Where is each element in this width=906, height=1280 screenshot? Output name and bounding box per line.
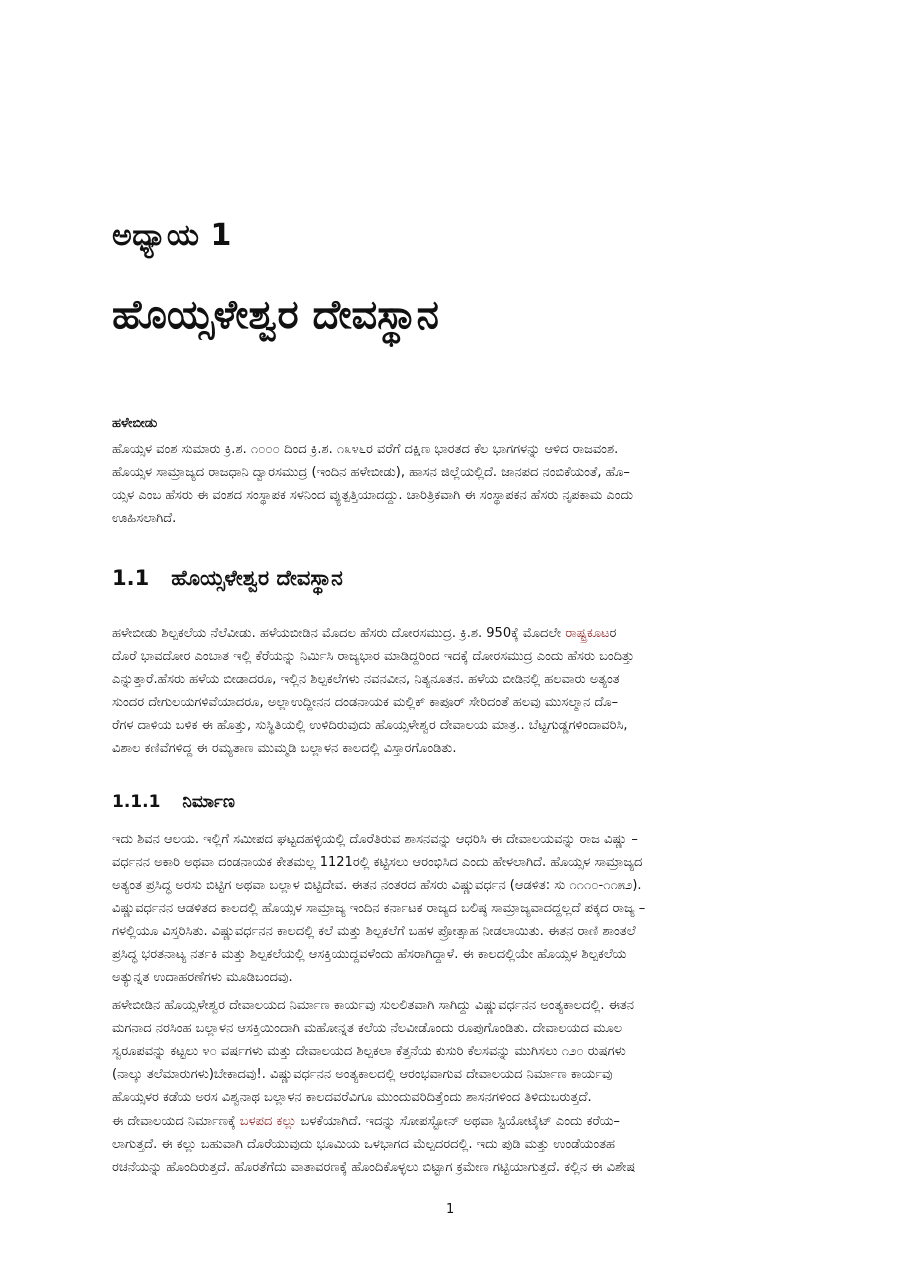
text-run: ರೆಗಳ ದಾಳಿಯ ಬಳಿಕ ಈ ಹೊತ್ತು, ಸುಸ್ಥಿತಿಯಲ್ಲಿ ಉಳಿದಿರುವುದು ಹೊಯ್ಸಳೇಶ್ವರ ದೇವಾಲಯ ಮಾತ್ರ.. ಬೆಟ್ಟಗುಡ್ಡಗಳಿಂದಾವರಿಸಿ, bbox=[112, 718, 628, 733]
section-title: ಹೊಯ್ಸಳೇಶ್ವರ ದೇವಸ್ಥಾನ bbox=[171, 566, 343, 590]
text-line: ಹೊಯ್ಸಳ ಸಾಮ್ರಾಜ್ಯದ ರಾಜಧಾನಿ ದ್ವಾರಸಮುದ್ರ (ಇಂದಿನ ಹಳೇಬೀಡು), ಹಾಸನ ಜಿಲ್ಲೆಯಲ್ಲಿದೆ. ಜಾನಪದ ನಂಬಿಕೆಯಂತೆ, ಹೊ– bbox=[112, 465, 630, 480]
text-run: ಸುಂದರ ದೇಗುಲಯಗಳಿವೆಯಾದರೂ, ಅಲ್ಲಾಉದ್ದೀನನ ದಂಡನಾಯಕ ಮಲ್ಲಿಕ್ ಕಾಪೂರ್ ಸೇರಿದಂತೆ ಹಲವು ಮುಸಲ್ಮಾನ ದೊ– bbox=[112, 695, 619, 710]
text-line: ಗಳಲ್ಲಿಯೂ ವಿಸ್ತರಿಸಿತು. ವಿಷ್ಣುವರ್ಧನನ ಕಾಲದಲ್ಲಿ ಕಲೆ ಮತ್ತು ಶಿಲ್ಪಕಲೆಗೆ ಬಹಳ ಪ್ರೋತ್ಸಾಹ ನೀಡಲಾಯಿತು. ಈತನ ರಾಣಿ ಶಾಂತಲೆ bbox=[112, 924, 636, 939]
highlighted-term: ಬಳಪದ ಕಲ್ಲು bbox=[239, 1114, 297, 1129]
text-line: ಅತ್ಯಂತ ಪ್ರಸಿದ್ಧ ಅರಸು ಬಿಟ್ಟಿಗ ಅಥವಾ ಬಲ್ಲಾಳ ಬಿಟ್ಟಿದೇವ. ಈತನ ನಂತರದ ಹೆಸರು ವಿಷ್ಣುವರ್ಧನ (ಆಡಳಿತ: ಸು ೧೧೧೦-೧೧೫೨). bbox=[112, 878, 642, 893]
text-line: ಅತ್ಯುನ್ನತ ಉದಾಹರಣೆಗಳು ಮೂಡಿಬಂದವು. bbox=[112, 970, 293, 985]
text-line: ಪ್ರಸಿದ್ಧ ಭರತನಾಟ್ಯ ನರ್ತಕಿ ಮತ್ತು ಶಿಲ್ಪಕಲೆಯಲ್ಲಿ ಆಸಕ್ತಿಯುದ್ದವಳೆಂದು ಹೆಸರಾಗಿದ್ದಾಳೆ. ಈ ಕಾಲದಲ್ಲಿಯೇ ಹೊಯ್ಸಳ ಶಿಲ್ಪಕಲೆಯ bbox=[112, 947, 627, 962]
text-run: ದೊರೆ ಭಾವದೋರ ಎಂಬಾತ ಇಲ್ಲಿ ಕೆರೆಯನ್ನು ನಿರ್ಮಿಸಿ ರಾಜ್ಯಭಾರ ಮಾಡಿದ್ದರಿಂದ ಇದಕ್ಕೆ ದೋರಸಮುದ್ರ ಎಂದು ಹೆಸರು ಬಂದಿತ್ತು bbox=[112, 649, 635, 664]
text-line bbox=[112, 645, 798, 668]
intro-paragraph bbox=[112, 438, 798, 530]
text-line bbox=[112, 1110, 798, 1133]
text-line bbox=[112, 668, 798, 691]
text-line bbox=[112, 691, 798, 714]
subsection-number: 1.1.1 bbox=[112, 792, 161, 812]
text-line bbox=[112, 714, 798, 737]
text-run: ವಿಶಾಲ ಕಣಿವೆಗಳಿದ್ದ ಈ ರಮ್ಯತಾಣ ಮುಮ್ಮಡಿ ಬಲ್ಲಾಳನ ಕಾಲದಲ್ಲಿ ವಿಸ್ತಾರಗೊಂಡಿತು. bbox=[112, 741, 457, 756]
text-line: ವಿಷ್ಣುವರ್ಧನನ ಆಡಳಿತದ ಕಾಲದಲ್ಲಿ ಹೊಯ್ಸಳ ಸಾಮ್ರಾಜ್ಯ ಇಂದಿನ ಕರ್ನಾಟಕ ರಾಜ್ಯದ ಬಲಿಷ್ಠ ಸಾಮ್ರಾಜ್ಯವಾದದ್ದಲ್ಲದೆ ಪಕ್ಕದ ರಾಜ್ಯ – bbox=[112, 901, 646, 916]
text-line: ಇದು ಶಿವನ ಆಲಯ. ಇಲ್ಲಿಗೆ ಸಮೀಪದ ಘಟ್ಟದಹಳ್ಳಿಯಲ್ಲಿ ದೊರೆತಿರುವ ಶಾಸನವನ್ನು ಆಧರಿಸಿ ಈ ದೇವಾಲಯವನ್ನು ರಾಜ ವಿಷ್ಣು – bbox=[112, 832, 638, 847]
text-line bbox=[112, 737, 798, 760]
highlighted-term: ರಾಷ್ಟ್ರಕೂಟ bbox=[565, 626, 610, 641]
text-line bbox=[112, 1133, 798, 1156]
subsection-paragraph-1 bbox=[112, 828, 798, 989]
chapter-title: ಹೊಯ್ಸಳೇಶ್ವರ ದೇವಸ್ಥಾನ bbox=[112, 292, 439, 338]
text-line bbox=[112, 622, 798, 645]
text-line: ವರ್ಧನನ ಅಕಾರಿ ಅಥವಾ ದಂಡನಾಯಕ ಕೇತಮಲ್ಲ 1121ರಲ್ಲಿ ಕಟ್ಟಿಸಲು ಆರಂಭಿಸಿದ ಎಂದು ಹೇಳಲಾಗಿದೆ. ಹೊಯ್ಸಳ ಸಾಮ್ರಾಜ್ಯದ bbox=[112, 855, 643, 870]
text-line: (ನಾಲ್ಕು ತಲೆಮಾರುಗಳು)ಬೇಕಾದವು!. ವಿಷ್ಣುವರ್ಧನನ ಅಂತ್ಯಕಾಲದಲ್ಲಿ ಆರಂಭವಾಗುವ ದೇವಾಲಯದ ನಿರ್ಮಾಣ ಕಾರ್ಯವು bbox=[112, 1067, 613, 1082]
text-run: ಲಾಗುತ್ತದೆ. ಈ ಕಲ್ಲು ಬಹುವಾಗಿ ದೊರೆಯುವುದು ಭೂಮಿಯ ಒಳಭಾಗದ ಮೆಲ್ಪದರದಲ್ಲಿ. ಇದು ಪುಡಿ ಮತ್ತು ಉಂಡೆಯಂತಹ bbox=[112, 1137, 616, 1152]
section-paragraph bbox=[112, 622, 798, 760]
subsection-title: ನಿರ್ಮಾಣ bbox=[182, 792, 235, 812]
text-line: ಹೊಯ್ಸಳರ ಕಡೆಯ ಅರಸ ವಿಶ್ವನಾಥ ಬಲ್ಲಾಳನ ಕಾಲದವರೆವಿಗೂ ಮುಂದುವರಿದಿತ್ತೆಂದು ಶಾಸನಗಳಿಂದ ತಿಳಿದುಬರುತ್ತದೆ. bbox=[112, 1090, 592, 1105]
text-line: ಯ್ಸಳ ಎಂಬ ಹೆಸರು ಈ ವಂಶದ ಸಂಸ್ಥಾಪಕ ಸಳನಿಂದ ವ್ಯುತ್ಪತ್ತಿಯಾದದ್ದು. ಚಾರಿತ್ರಿಕವಾಗಿ ಈ ಸಂಸ್ಥಾಪಕನ ಹೆಸರು ನೃಪಕಾಮ ಎಂದು bbox=[112, 488, 634, 503]
text-run: ರಚನೆಯನ್ನು ಹೊಂದಿರುತ್ತದೆ. ಹೊರತೆಗೆದು ವಾತಾವರಣಕ್ಕೆ ಹೊಂದಿಕೊಳ್ಳಲು ಬಿಟ್ಟಾಗ ಕ್ರಮೇಣ ಗಟ್ಟಿಯಾಗುತ್ತದೆ. ಕಲ್ಲಿನ ಈ ವಿಶೇಷ bbox=[112, 1160, 636, 1175]
text-run: ಈ ದೇವಾಲಯದ ನಿರ್ಮಾಣಕ್ಕೆ bbox=[112, 1114, 240, 1129]
text-run: ರ bbox=[609, 626, 617, 641]
text-line: ಹಳೇಬೀಡಿನ ಹೊಯ್ಸಳೇಶ್ವರ ದೇವಾಲಯದ ನಿರ್ಮಾಣ ಕಾರ್ಯವು ಸುಲಲಿತವಾಗಿ ಸಾಗಿದ್ದು ವಿಷ್ಣುವರ್ಧನನ ಅಂತ್ಯಕಾಲದಲ್ಲಿ. ಈತನ bbox=[112, 998, 634, 1013]
text-line: ಸ್ವರೂಪವನ್ನು ಕಟ್ಟಲು ೪೦ ವರ್ಷಗಳು ಮತ್ತು ದೇವಾಲಯದ ಶಿಲ್ಪಕಲಾ ಕೆತ್ತನೆಯ ಕುಸುರಿ ಕೆಲಸವನ್ನು ಮುಗಿಸಲು ೧೨೦ ರುಷಗಳು bbox=[112, 1044, 626, 1059]
text-line: ಮಗನಾದ ನರಸಿಂಹ ಬಲ್ಲಾಳನ ಆಸಕ್ತಿಯಿಂದಾಗಿ ಮಹೋನ್ನತ ಕಲೆಯ ನೆಲವೀಡೊಂದು ರೂಪುಗೊಂಡಿತು. ದೇವಾಲಯದ ಮೂಲ bbox=[112, 1021, 623, 1036]
subsection-paragraph-2 bbox=[112, 994, 798, 1109]
text-line: ಹೊಯ್ಸಳ ವಂಶ ಸುಮಾರು ಕ್ರಿ.ಶ. ೧೦೦೦ ದಿಂದ ಕ್ರಿ.ಶ. ೧೩೪೬ರ ವರೆಗೆ ದಕ್ಷಿಣ ಭಾರತದ ಕೆಲ ಭಾಗಗಳನ್ನು ಆಳಿದ ರಾಜವಂಶ. bbox=[112, 442, 619, 457]
text-line: ಊಹಿಸಲಾಗಿದೆ. bbox=[112, 511, 177, 526]
subsection-paragraph-3 bbox=[112, 1110, 798, 1179]
intro-heading: ಹಳೇಬೀಡು bbox=[112, 416, 158, 431]
text-run: ಬಳಕೆಯಾಗಿದೆ. ಇದನ್ನು ಸೋಪಸ್ಟೋನ್ ಅಥವಾ ಸ್ಟಿಯೋಟೈಟ್ ಎಂದು ಕರೆಯ– bbox=[296, 1114, 620, 1129]
section-number: 1.1 bbox=[112, 566, 150, 590]
subsection-heading bbox=[112, 792, 235, 812]
chapter-label: ಅಧ್ಯಾಯ 1 bbox=[112, 218, 232, 253]
text-run: ಹಳೇಬೀಡು ಶಿಲ್ಪಕಲೆಯ ನೆಲೆವೀಡು. ಹಳೆಯಬೀಡಿನ ಮೊದಲ ಹೆಸರು ದೋರಸಮುದ್ರ. ಕ್ರಿ.ಶ. 950ಕ್ಕೆ ಮೊದಲೇ bbox=[112, 626, 566, 641]
section-heading bbox=[112, 566, 343, 591]
text-line bbox=[112, 1156, 798, 1179]
text-run: ಎನ್ನುತ್ತಾರೆ.ಹೆಸರು ಹಳೆಯ ಬೀಡಾದರೂ, ಇಲ್ಲಿನ ಶಿಲ್ಪಕಲೆಗಳು ನವನವೀನ, ನಿತ್ಯನೂತನ. ಹಳೆಯ ಬೀಡಿನಲ್ಲಿ ಹಲವಾರು ಅತ್ಯಂತ bbox=[112, 672, 620, 687]
page-number: 1 bbox=[446, 1202, 455, 1217]
